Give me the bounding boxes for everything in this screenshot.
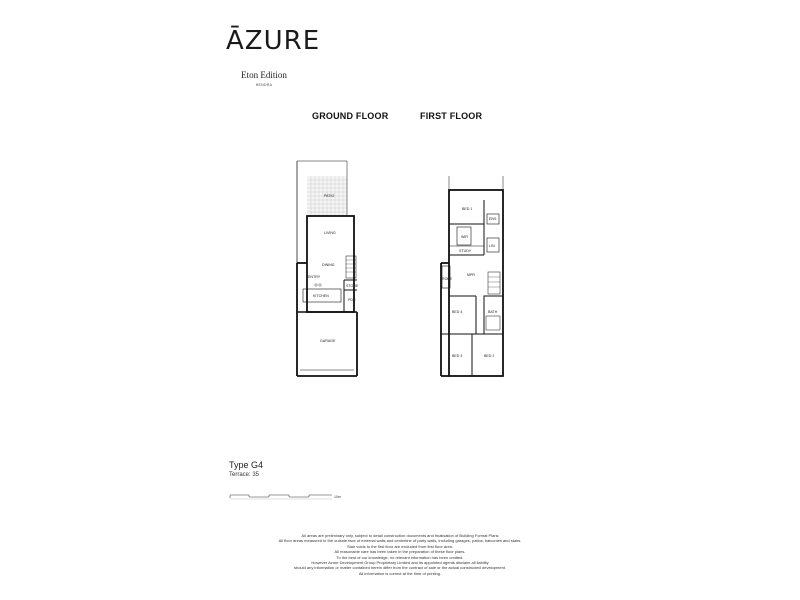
scale-end: 10m bbox=[334, 495, 341, 499]
room-bed2: BED 2 bbox=[484, 354, 495, 358]
disclaimer-line: should any information or matter contained herein differ from the contract of sale or the actual constructed development. bbox=[293, 565, 507, 571]
disclaimer-line: However Azure Development Group Proprietary Limited and its appointed agents disclaim all liability bbox=[311, 560, 489, 566]
disclaimer-line: All information is correct at the time of printing. bbox=[358, 570, 442, 576]
disclaimer-line: To the best of our knowledge, no relevant information has been omitted. bbox=[336, 554, 464, 560]
room-living: LIVING bbox=[324, 231, 336, 235]
disclaimer-line: All floor areas measured to the outside face of external walls and centreline of party walls, including garages, patios, balconies and stairs. bbox=[278, 538, 522, 544]
room-bed4: BED 4 bbox=[452, 310, 463, 314]
type-subtitle: Terrace: 35 bbox=[229, 472, 260, 478]
first-floor-title: FIRST FLOOR bbox=[420, 111, 483, 121]
room-pdr: PDR bbox=[348, 298, 356, 302]
brand-edition: Eton Edition bbox=[241, 70, 287, 80]
room-lin: LIN bbox=[489, 244, 495, 248]
room-bath: BATH bbox=[488, 310, 498, 314]
room-dining: DINING bbox=[322, 263, 335, 267]
room-garage: GARAGE bbox=[320, 339, 336, 343]
room-mpr: MPR bbox=[467, 273, 475, 277]
type-title: Type G4 bbox=[229, 460, 264, 470]
disclaimer-line: All reasonable care has been taken in the preparation of these floor plans. bbox=[334, 549, 466, 555]
brand-wordmark: ĀZURE bbox=[226, 26, 321, 56]
room-bed3: BED 3 bbox=[452, 354, 463, 358]
room-kitchen: KITCHEN bbox=[313, 294, 329, 298]
room-ens: ENS bbox=[489, 217, 497, 221]
scale-bar bbox=[229, 490, 349, 504]
room-robe: ROBE bbox=[442, 277, 453, 281]
room-entry: ENTRY bbox=[308, 275, 321, 279]
first-room-labels bbox=[442, 207, 498, 358]
disclaimer bbox=[250, 533, 550, 576]
room-patio: PATIO bbox=[324, 194, 335, 198]
room-wir: WIR bbox=[461, 235, 468, 239]
room-study: STUDY bbox=[459, 249, 472, 253]
disclaimer-line: Stair voids to the first floor are excluded from first floor area. bbox=[346, 543, 454, 549]
ground-floor-title: GROUND FLOOR bbox=[312, 111, 389, 121]
brand-location: HENDRA bbox=[255, 83, 273, 87]
room-store: STORE bbox=[346, 284, 359, 288]
room-bed1: BED 1 bbox=[462, 207, 473, 211]
disclaimer-line: All areas are preliminary only, subject to detail construction documents and finalisation of Building Format Plans bbox=[301, 533, 499, 538]
scale-start: 0 bbox=[229, 495, 231, 499]
